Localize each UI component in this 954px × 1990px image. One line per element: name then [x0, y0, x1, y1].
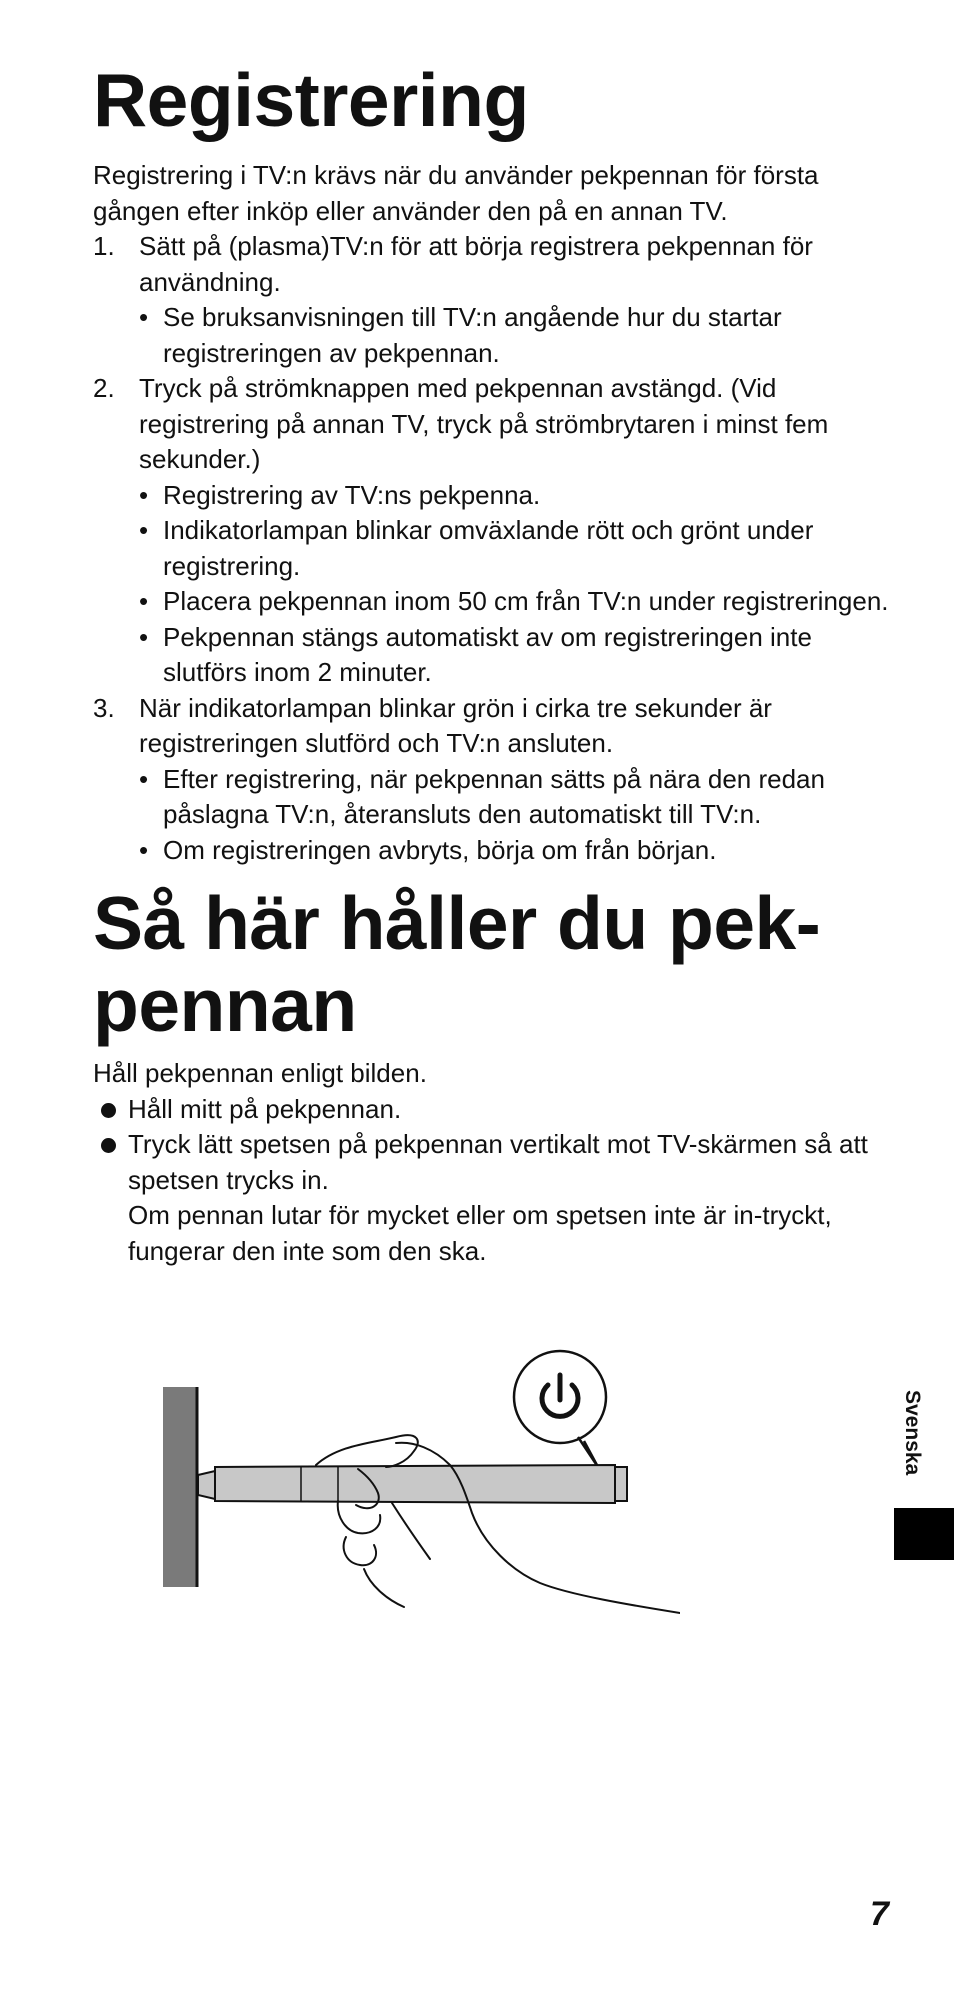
step-note: • Indikatorlampan blinkar omväxlande rött och grönt under registrering. — [139, 513, 893, 584]
step-2 — [93, 371, 893, 691]
step-note: • Om registreringen avbryts, börja om från början. — [139, 833, 893, 869]
hold-bullet — [93, 1127, 893, 1269]
hand-outline — [316, 1435, 680, 1613]
bullet-extra-text: Om pennan lutar för mycket eller om spetsen inte är in-tryckt, fungerar den inte som den ska. — [128, 1200, 832, 1266]
step-note: • Placera pekpennan inom 50 cm från TV:n under registreringen. — [139, 584, 893, 620]
heading-registrering: Registrering — [93, 58, 529, 142]
pen-hold-illustration — [160, 1345, 680, 1645]
heading-hold-pen — [93, 882, 893, 1046]
step-note: • Efter registrering, när pekpennan sätts på nära den redan påslagna TV:n, återansluts den automatiskt till TV:n. — [139, 762, 893, 833]
step-text: Sätt på (plasma)TV:n för att börja registrera pekpennan för användning. — [139, 231, 813, 297]
bullet-text: Tryck lätt spetsen på pekpennan vertikalt mot TV-skärmen så att spetsen trycks in. — [128, 1129, 868, 1195]
step-number: 1. — [93, 231, 115, 261]
step-number: 2. — [93, 373, 115, 403]
hold-intro: Håll pekpennan enligt bilden. — [93, 1058, 427, 1088]
touch-pen — [198, 1465, 627, 1503]
heading-line-2: pennan — [93, 963, 357, 1047]
power-callout — [514, 1351, 606, 1467]
hold-bullet — [93, 1092, 893, 1128]
step-note: • Se bruksanvisningen till TV:n angående hur du startar registreringen av pekpennan. — [139, 300, 893, 371]
step-1 — [93, 229, 893, 371]
page-content — [93, 40, 893, 1269]
heading-line-1: Så här håller du pek- — [93, 881, 821, 965]
bullet-text: Håll mitt på pekpennan. — [128, 1093, 402, 1124]
registration-intro: Registrering i TV:n krävs när du använder pekpennan för första gången efter inköp eller använder den på en annan TV. — [93, 160, 819, 226]
step-text: Tryck på strömknappen med pekpennan avstängd. (Vid registrering på annan TV, tryck på strömbrytaren i minst fem sekunder.) — [139, 373, 829, 474]
step-note: • Pekpennan stängs automatiskt av om registreringen inte slutförs inom 2 minuter. — [139, 620, 893, 691]
bullet-dot-icon — [101, 1103, 116, 1118]
bullet-dot-icon — [101, 1138, 116, 1153]
step-text: När indikatorlampan blinkar grön i cirka tre sekunder är registreringen slutförd och TV:n ansluten. — [139, 692, 772, 758]
step-number: 3. — [93, 692, 115, 723]
language-tab: Svenska — [901, 1390, 924, 1476]
hold-bullets — [93, 1092, 893, 1270]
step-3 — [93, 691, 893, 869]
language-tab-marker — [894, 1508, 954, 1560]
step-note: • Registrering av TV:ns pekpenna. — [139, 478, 893, 514]
page-number: 7 — [870, 1895, 889, 1933]
tv-screen-edge — [163, 1387, 197, 1587]
registration-steps — [93, 229, 893, 868]
